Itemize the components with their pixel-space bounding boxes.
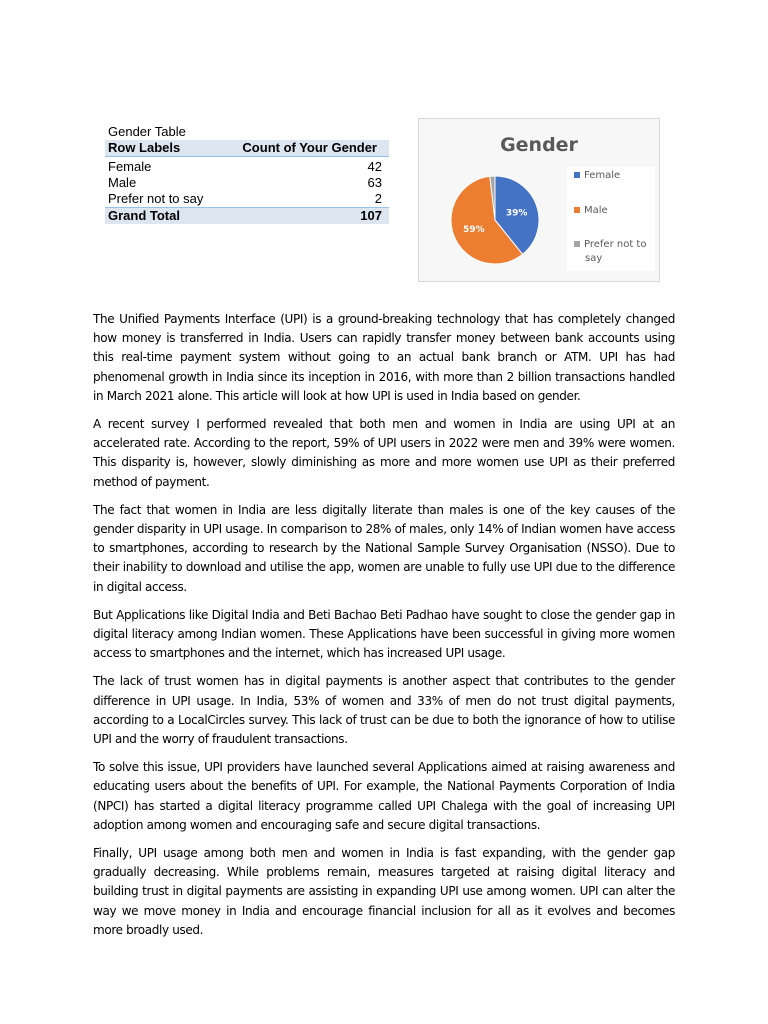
- row-label: Female: [108, 159, 152, 174]
- legend-label: say: [585, 253, 603, 264]
- table-header-row: [105, 140, 389, 157]
- row-label: Male: [108, 175, 137, 190]
- gender-pivot-table: [105, 124, 389, 224]
- legend-label: Prefer not to: [584, 239, 647, 250]
- table-row: [105, 191, 389, 207]
- pie-chart-svg: [419, 119, 659, 281]
- row-count: 2: [374, 191, 382, 206]
- table-row: [105, 175, 389, 191]
- total-count: 107: [360, 208, 382, 223]
- header-count: Count of Your Gender: [242, 140, 377, 155]
- total-label: Grand Total: [108, 208, 180, 223]
- pie-data-label: 59%: [463, 224, 485, 235]
- row-count: 42: [367, 159, 382, 174]
- table-row: [105, 159, 389, 175]
- article-body: [93, 310, 675, 949]
- table-total-row: [105, 207, 389, 224]
- header-row-labels: Row Labels: [108, 140, 181, 155]
- pie-slices: [451, 176, 539, 264]
- paragraph: Finally, UPI usage among both men and women in India is fast expanding, with the gender gap gradually decreasing. While problems remain, measures targeted at raising digital literacy and building trust in digital payments are assisting in expanding UPI use among women. UPI can alter the way we move money in India and encourage financial inclusion for all as it evolves and becomes more broadly used.: [93, 846, 675, 937]
- gender-chart: [418, 118, 660, 282]
- legend-swatch: [574, 241, 580, 247]
- paragraph: A recent survey I performed revealed that both men and women in India are using UPI at an accelerated rate. According to the report, 59% of UPI users in 2022 were men and 39% were women. This disparity is, however, slowly diminishing as more and more women use UPI as their preferred method of payment.: [93, 417, 675, 489]
- pie-data-label: 39%: [505, 208, 528, 219]
- legend-label: Male: [584, 205, 608, 216]
- chart-title: Gender: [500, 134, 578, 156]
- legend-label: Female: [584, 170, 621, 181]
- table-caption: Gender Table: [108, 124, 186, 139]
- paragraph: To solve this issue, UPI providers have launched several Applications aimed at raising awareness and educating users about the benefits of UPI. For example, the National Payments Corporation of India (NPCI) has started a digital literacy programme called UPI Chalega with the goal of increasing UPI adoption among women and encouraging safe and secure digital transactions.: [93, 760, 675, 832]
- row-label: Prefer not to say: [108, 191, 204, 206]
- paragraph: The lack of trust women has in digital payments is another aspect that contributes to the gender difference in UPI usage. In India, 53% of women and 33% of men do not trust digital payments, according to a LocalCircles survey. This lack of trust can be due to both the ignorance of how to utilise UPI and the worry of fraudulent transactions.: [93, 674, 675, 747]
- legend-swatch: [574, 172, 580, 178]
- paragraph: The Unified Payments Interface (UPI) is a ground-breaking technology that has completely changed how money is transferred in India. Users can rapidly transfer money between bank accounts using this real-time payment system without going to an actual bank branch or ATM. UPI has had phenomenal growth in India since its inception in 2016, with more than 2 billion transactions handled in March 2021 alone. This article will look at how UPI is used in India based on gender.: [93, 312, 675, 403]
- row-count: 63: [367, 175, 382, 190]
- paragraph: The fact that women in India are less digitally literate than males is one of the key causes of the gender disparity in UPI usage. In comparison to 28% of males, only 14% of Indian women have access to smartphones, according to research by the National Sample Survey Organisation (NSSO). Due to their inability to download and utilise the app, women are unable to fully use UPI due to the difference in digital access.: [93, 502, 675, 594]
- paragraph: But Applications like Digital India and Beti Bachao Beti Padhao have sought to close the gender gap in digital literacy among Indian women. These Applications have been successful in giving more women access to smartphones and the internet, which has increased UPI usage.: [93, 607, 675, 661]
- legend-box: [567, 167, 655, 271]
- legend-swatch: [574, 207, 580, 213]
